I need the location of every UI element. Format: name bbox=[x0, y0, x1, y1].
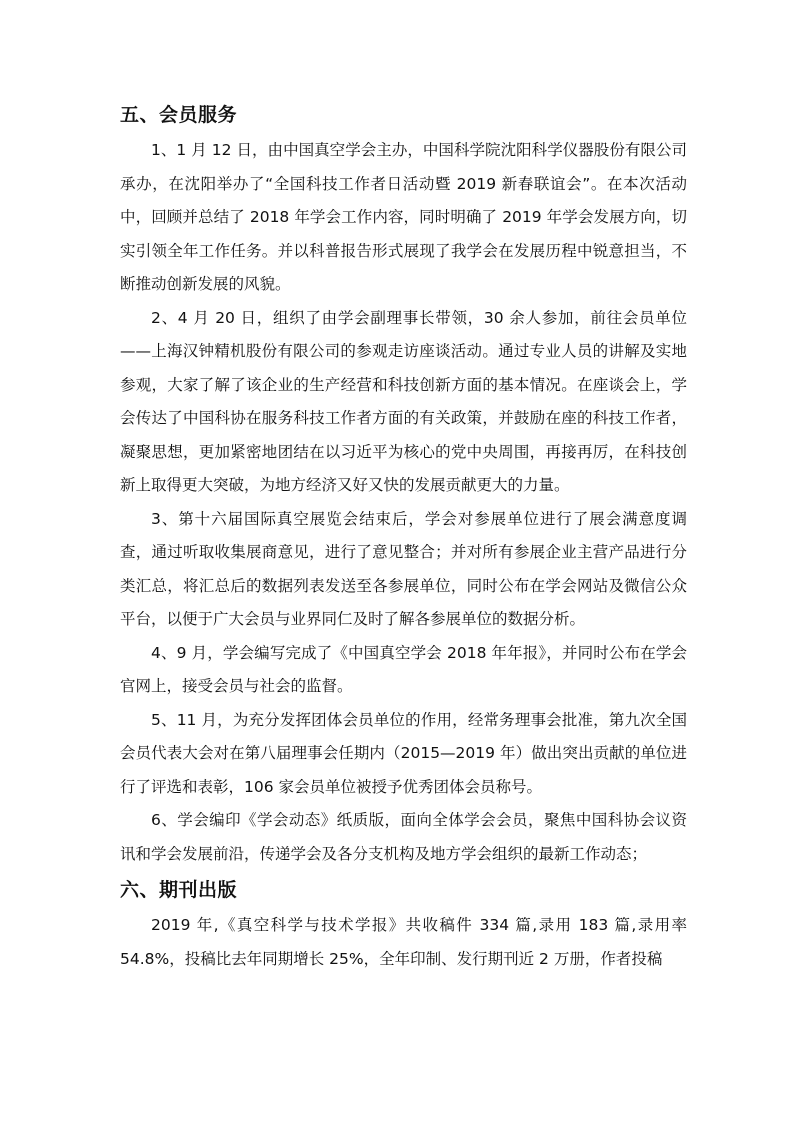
paragraph-item-4: 4、9 月，学会编写完成了《中国真空学会 2018 年年报》，并同时公布在学会官网上，接受会员与社会的监督。 bbox=[120, 643, 687, 695]
paragraph-journal-2019: 2019 年,《真空科学与技术学报》共收稿件 334 篇,录用 183 篇,录用率 54.8%，投稿比去年同期增长 25%，全年印制、发行期刊近 2 万册，作者投稿 bbox=[120, 916, 687, 968]
section-heading-member-services: 五、会员服务 bbox=[120, 104, 238, 126]
document-body bbox=[120, 96, 687, 976]
paragraph-item-3: 3、第十六届国际真空展览会结束后，学会对参展单位进行了展会满意度调查，通过听取收集展商意见，进行了意见整合；并对所有参展企业主营产品进行分类汇总，将汇总后的数据列表发送至各参展单位，同时公布在学会网站及微信公众平台，以便于广大会员与业界同仁及时了解各参展单位的数据分析。 bbox=[120, 509, 687, 628]
paragraph-item-2: 2、4 月 20 日，组织了由学会副理事长带领，30 余人参加，前往会员单位——上海汉钟精机股份有限公司的参观走访座谈活动。通过专业人员的讲解及实地参观，大家了解了该企业的生产经营和科技创新方面的基本情况。在座谈会上，学会传达了中国科协在服务科技工作者方面的有关政策，并鼓励在座的科技工作者，凝聚思想，更加紧密地团结在以习近平为核心的党中央周围，再接再厉，在科技创新上取得更大突破，为地方经济又好又快的发展贡献更大的力量。 bbox=[120, 308, 687, 494]
paragraph-item-1: 1、1 月 12 日，由中国真空学会主办，中国科学院沈阳科学仪器股份有限公司承办，在沈阳举办了“全国科技工作者日活动暨 2019 新春联谊会”。在本次活动中，回顾并总结了 2018 年学会工作内容，同时明确了 2019 年学会发展方向，切实引领全年工作任务。并以科普报告形式展现了我学会在发展历程中锐意担当，不断推动创新发展的风貌。 bbox=[120, 141, 687, 293]
paragraph-item-5: 5、11 月，为充分发挥团体会员单位的作用，经常务理事会批准，第九次全国会员代表大会对在第八届理事会任期内（2015—2019 年）做出突出贡献的单位进行了评选和表彰，106 家会员单位被授予优秀团体会员称号。 bbox=[120, 710, 687, 796]
paragraph-item-6: 6、学会编印《学会动态》纸质版，面向全体学会会员，聚焦中国科协会议资讯和学会发展前沿，传递学会及各分支机构及地方学会组织的最新工作动态； bbox=[120, 811, 687, 863]
section-heading-journal-publishing: 六、期刊出版 bbox=[120, 879, 238, 901]
